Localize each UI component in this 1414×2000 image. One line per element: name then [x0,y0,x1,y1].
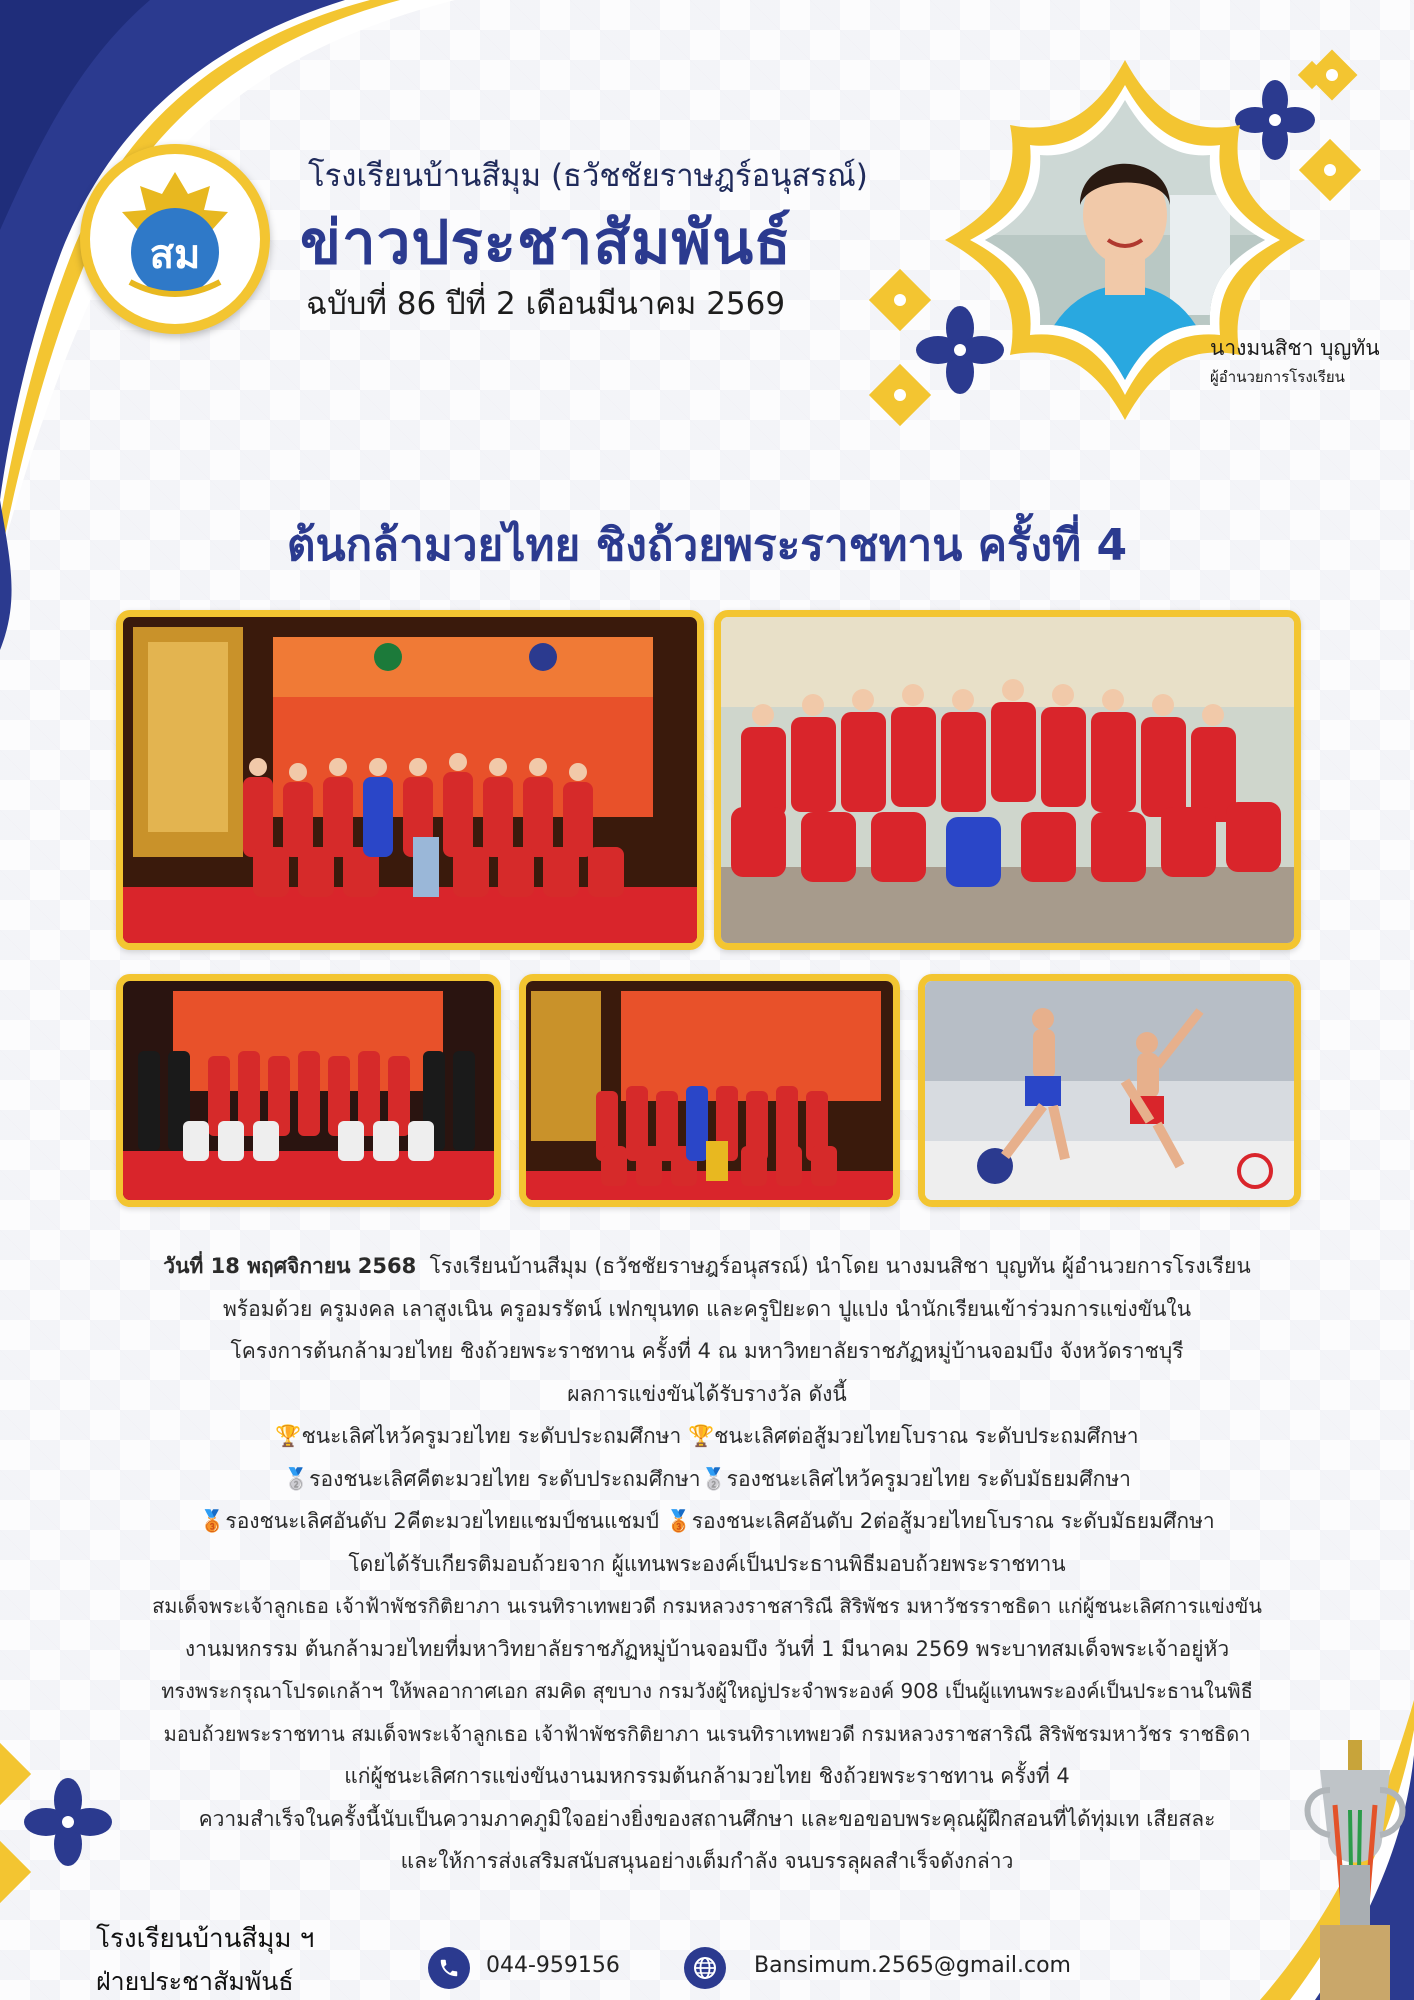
footer-school-name: โรงเรียนบ้านสีมุม ฯ [96,1924,315,1954]
footer-email[interactable]: Bansimum.2565@gmail.com [754,1953,1071,1978]
article-line: พร้อมด้วย ครูมงคล เลาสูงเนิน ครูอมรรัตน์ เฟกขุนทด และครูปิยะดา ปูแปง นำนักเรียนเข้าร่วมการแข่งขันใน [222,1296,1192,1321]
award-line: 🏆ชนะเลิศไหว้ครูมวยไทย ระดับประถมศึกษา 🏆ชนะเลิศต่อสู้มวยไทยโบราณ ระดับประถมศึกษา [275,1424,1139,1448]
article-line: โดยได้รับเกียรติมอบถ้วยจาก ผู้แทนพระองค์เป็นประธานพิธีมอบถ้วยพระราชทาน [348,1551,1066,1576]
article-date: วันที่ 18 พฤศจิกายน 2568 [163,1254,417,1278]
article-line: งานมหกรรม ต้นกล้ามวยไทยที่มหาวิทยาลัยราชภัฏหมู่บ้านจอมบึง วันที่ 1 มีนาคม 2569 พระบาทสมเด็จพระเจ้าอยู่หัว [184,1636,1230,1661]
photo-stage-group [116,610,704,950]
photo-outdoor-group [714,610,1301,950]
newsletter-title: ข่าวประชาสัมพันธ์ [300,208,792,278]
award-line: 🥉รองชนะเลิศอันดับ 2คีตะมวยไทยแชมป์ชนแชมป์ 🥉รองชนะเลิศอันดับ 2ต่อสู้มวยไทยโบราณ ระดับมัธยมศึกษา [199,1509,1215,1533]
article-body [80,1245,1334,1883]
article-line: ทรงพระกรุณาโปรดเกล้าฯ ให้พลอากาศเอก สมคิด สุขบาง กรมวังผู้ใหญ่ประจำพระองค์ 908 เป็นผู้แทนพระองค์เป็นประธานในพิธี [161,1679,1253,1703]
article-line: ความสำเร็จในครั้งนี้นับเป็นความภาคภูมิใจอย่างยิ่งของสถานศึกษา และขอขอบพระคุณผู้ฝึกสอนที่ได้ทุ่มเท เสียสละ [198,1806,1216,1831]
article-line: สมเด็จพระเจ้าลูกเธอ เจ้าฟ้าพัชรกิติยาภา นเรนทิราเทพยวดี กรมหลวงราชสาริณี สิริพัชร มหาวัชรราชธิดา แก่ผู้ชนะเลิศการแข่งขัน [152,1594,1262,1618]
photo-muay-thai-fight [918,974,1301,1207]
school-emblem-icon [100,164,250,314]
director-role: ผู้อำนวยการโรงเรียน [1210,368,1345,386]
director-name: นางมนสิชา บุญทัน [1210,336,1380,360]
issue-info: ฉบับที่ 86 ปีที่ 2 เดือนมีนาคม 2569 [306,286,786,322]
article-line: แก่ผู้ชนะเลิศการแข่งขันงานมหกรรมต้นกล้ามวยไทย ชิงถ้วยพระราชทาน ครั้งที่ 4 [344,1764,1070,1788]
bottom-floral-decoration [0,1730,140,1910]
phone-icon [428,1947,470,1989]
photo-trophy-stage [519,974,900,1207]
award-line: 🥈รองชนะเลิศคีตะมวยไทย ระดับประถมศึกษา🥈รองชนะเลิศไหว้ครูมวยไทย ระดับมัธยมศึกษา [283,1466,1131,1491]
article-headline: ต้นกล้ามวยไทย ชิงถ้วยพระราชทาน ครั้งที่ 4 [286,520,1128,571]
article-line: ผลการแข่งขันได้รับรางวัล ดังนี้ [567,1381,847,1406]
footer-department: ฝ่ายประชาสัมพันธ์ [96,1967,294,1996]
footer-phone: 044-959156 [486,1953,620,1978]
article-line: โครงการต้นกล้ามวยไทย ชิงถ้วยพระราชทาน ครั้งที่ 4 ณ มหาวิทยาลัยราชภัฏหมู่บ้านจอมบึง จังหวัดราชบุรี [230,1339,1184,1363]
article-line: วันที่ 18 พฤศจิกายน 2568 โรงเรียนบ้านสีมุม (ธวัชชัยราษฎร์อนุสรณ์) นำโดย นางมนสิชา บุญทัน ผู้อำนวยการโรงเรียน [163,1254,1251,1278]
article-line: มอบถ้วยพระราชทาน สมเด็จพระเจ้าลูกเธอ เจ้าฟ้าพัชรกิติยาภา นเรนทิราเทพยวดี กรมหลวงราชสาริณี สิริพัชรมหาวัชร ราชธิดา [163,1721,1251,1746]
article-line: และให้การส่งเสริมสนับสนุนอย่างเต็มกำลัง จนบรรลุผลสำเร็จดังกล่าว [400,1849,1014,1873]
trophy-icon [1290,1730,1414,2000]
school-name: โรงเรียนบ้านสีมุม (ธวัชชัยราษฎร์อนุสรณ์) [308,158,868,194]
globe-icon [684,1947,726,1989]
photo-performers-stage [116,974,501,1207]
svg-text:สม: สม [149,232,201,278]
school-logo [80,144,270,334]
